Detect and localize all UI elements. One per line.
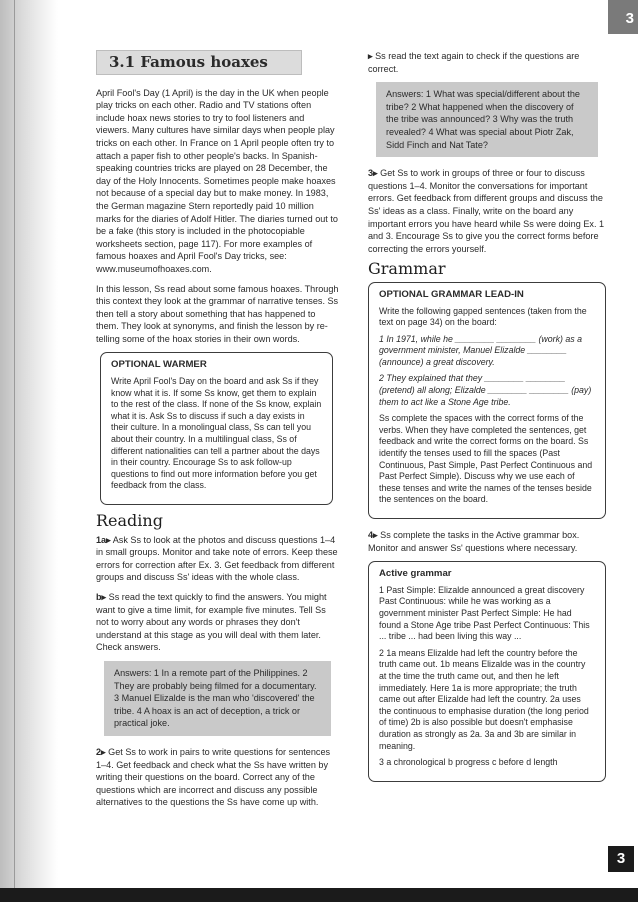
step-2-marker: 2▸: [96, 746, 106, 757]
step-1a-marker: 1a▸: [96, 534, 111, 545]
exercise-1b: [96, 591, 339, 654]
lead-in-sentence-2-text: 2 They explained that they ________ ________ (pretend) all along; Elizalde ________ ________ (pay) them to act like a Stone Age tribe.: [379, 373, 592, 407]
left-column: [96, 50, 339, 816]
grammar-heading: Grammar: [368, 259, 446, 279]
exercise-1b-text: Ss read the text quickly to find the answers. You might want to give a time limit, for example five minutes. Tell Ss not to worry about any words or phrases they don't understand at this stage as you will deal with them later. Check answers.: [96, 591, 327, 653]
answers-box-2: Answers: 1 What was special/different about the tribe? 2 What happened when the discovery of the tribe was announced? 3 Why was the truth revealed? 4 What was special about Piotr Zak, Sidd Finch and Nat Tate?: [376, 82, 598, 157]
exercise-4: [368, 529, 606, 554]
optional-warmer-box: [100, 352, 333, 505]
grammar-lead-in-box: [368, 282, 606, 519]
warmer-title: OPTIONAL WARMER: [111, 359, 207, 371]
exercise-3: [368, 167, 606, 255]
exercise-1a-text: Ask Ss to look at the photos and discuss questions 1–4 in small groups. Monitor and take note of errors. Keep these errors for correction after Ex. 3. Get feedback from different groups and discuss Ss' ideas with the whole class.: [96, 534, 338, 583]
step-3-marker: 3▸: [368, 168, 378, 179]
book-binding-shadow: [0, 0, 58, 902]
active-grammar-1: 1 Past Simple: Elizalde announced a great discovery Past Continuous: while he was working as a government minister Past Perfect Simple: He had found a Stone Age tribe Past Perfect Continuous: This ... tribe ... had been living this way ...: [379, 584, 590, 642]
active-grammar-2: 2 1a means Elizalde had left the country before the truth came out. 1b means Elizalde was in the country at the time the truth came out, and then he left immediately. Here 1a is more appropriate; the truth came out after Elizalde had left the country. 2a uses the continuous to emphasise duration (the long period of time) 2b is also possible but doesn't emphasise duration as strongly as 2a. 3a and 3b are similar in meaning.: [379, 647, 589, 751]
exercise-2-text: Get Ss to work in pairs to write questions for sentences 1–4. Get feedback and check what the Ss have written by writing their questions on the board. Correct any of the questions which are incorrect and discuss any possible alternatives to the questions the Ss have come up with.: [96, 746, 331, 808]
active-grammar-box: [368, 561, 606, 782]
reading-heading: Reading: [96, 511, 163, 530]
unit-corner-tab: 3: [608, 0, 638, 34]
lead-in-text: Ss complete the spaces with the correct forms of the verbs. When they have completed the sentences, get feedback and write the correct forms on the board. Ss identify the tenses used to fill the spaces (Past Continuous, Past Simple, Past Perfect Continuous and Past Perfect Simple). Discuss why we use each of these tenses and write the names of the tenses beside the sentences on the board.: [379, 413, 593, 505]
warmer-text: Write April Fool's Day on the board and ask Ss if they know what it is. If some Ss know, get them to explain to the rest of the class. If none of the Ss know, explain what it is. Ask Ss to discuss if such a day exists in their culture. In a monolingual class, Ss can tell you about their country. In a multilingual class, Ss of different nationalities can tell a partner about the days in their country. Encourage Ss to ask follow-up questions to find out more information before you get feedback from the class.: [111, 376, 322, 491]
bottom-edge-bar: [0, 888, 638, 902]
lead-in-sentence-1-text: 1 In 1971, while he ________ ________ (work) as a government minister, Manuel Elizalde ________ (announce) a great discovery.: [379, 333, 582, 367]
page-number-badge: 3: [608, 846, 634, 872]
answers-box-1: Answers: 1 In a remote part of the Philippines. 2 They are probably being filmed for a documentary. 3 Manuel Elizalde is the man who 'discovered' the tribe. 4 A hoax is an act of deception, a trick or practical joke.: [104, 661, 331, 736]
arrow-icon: ▸: [368, 51, 373, 61]
read-again-paragraph: [368, 50, 606, 75]
exercise-2: [96, 746, 339, 809]
section-title: 3.1 Famous hoaxes: [96, 50, 302, 75]
binding-edge-line: [14, 0, 15, 902]
right-column: [368, 50, 606, 792]
intro-paragraph: April Fool's Day (1 April) is the day in the UK when people play tricks on each other. Radio and TV stations often include hoax news stories to try to fool listeners and viewers. Many cultures have similar days when people play tricks on each other. In France on 1 April people often try to attach a paper fish to other people's backs. In Spanish-speaking countries tricks are played on 28 December, the day of the Holy Innocents. Sometimes people make hoaxes not because of a special day but to make money. In 1983, the German magazine Stern reportedly paid 10 million marks for the diaries of Adolf Hitler. The diaries turned out to be a fake (this story is included in the photocopiable worksheets section, page 117). For more examples of famous hoaxes and April Fool's Day tricks, see: www.museumofhoaxes.com.: [96, 87, 338, 274]
exercise-4-text: Ss complete the tasks in the Active grammar box. Monitor and answer Ss' questions where necessary.: [368, 530, 580, 553]
active-grammar-title: Active grammar: [379, 568, 452, 580]
lead-in-sentence-1: [379, 334, 595, 369]
lead-in-sentence-2: [379, 373, 595, 408]
exercise-3-text: Get Ss to work in groups of three or four to discuss questions 1–4. Monitor the conversations for important errors. Get feedback from different groups and discuss the Ss' ideas as a class. Finally, write on the board any important errors you have heard while Ss were doing Ex. 1 and 3. Encourage Ss to give you the correct forms before correcting the errors yourself.: [368, 168, 605, 254]
lesson-paragraph: In this lesson, Ss read about some famous hoaxes. Through this context they look at the grammar of narrative tenses. Ss then tell a story about something that has happened to them. They look at synonyms, and finish the lesson by re-telling some of the hoax stories in their own words.: [96, 283, 339, 344]
exercise-1a: [96, 534, 339, 584]
lead-in-title: OPTIONAL GRAMMAR LEAD-IN: [379, 288, 524, 300]
step-4-marker: 4▸: [368, 530, 378, 540]
read-again-text: Ss read the text again to check if the questions are correct.: [368, 51, 580, 74]
lead-in-intro: Write the following gapped sentences (taken from the text on page 34) on the board:: [379, 305, 587, 328]
active-grammar-3: 3 a chronological b progress c before d length: [379, 757, 558, 768]
step-1b-marker: b▸: [96, 591, 107, 602]
